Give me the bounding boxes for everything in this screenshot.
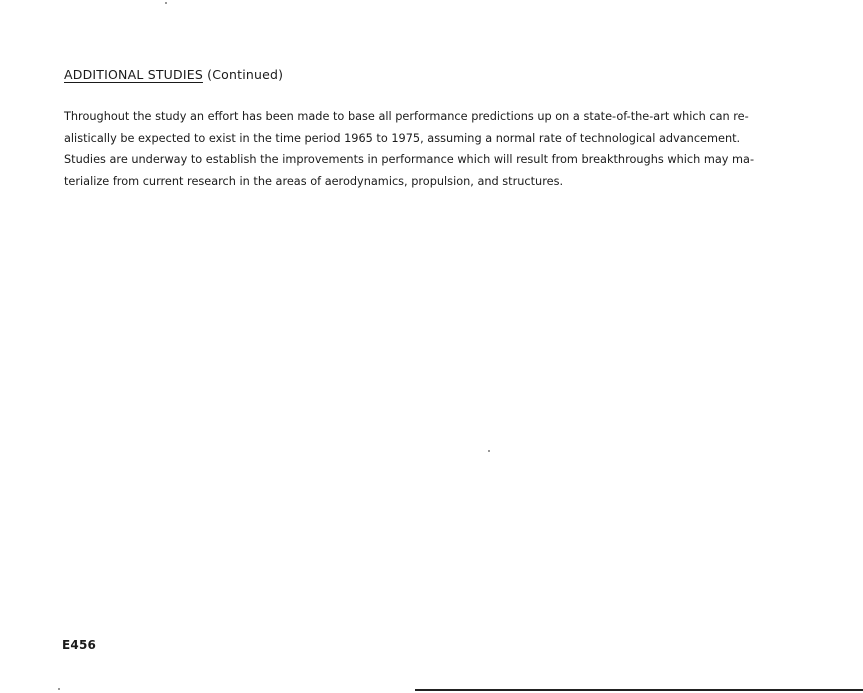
scan-speck bbox=[488, 450, 490, 452]
paragraph-line: Throughout the study an effort has been made to base all performance predictions up on a state-of-the-art which can re- bbox=[64, 110, 749, 123]
paragraph-line: alistically be expected to exist in the time period 1965 to 1975, assuming a normal rate of technological advancement. bbox=[64, 131, 741, 145]
section-heading bbox=[64, 67, 283, 82]
body-paragraph bbox=[64, 106, 764, 192]
scan-speck bbox=[58, 688, 60, 690]
page-number: E456 bbox=[62, 638, 97, 652]
section-title-suffix: (Continued) bbox=[207, 67, 284, 82]
paragraph-line: Studies are underway to establish the improvements in performance which will result from breakthroughs which may ma- bbox=[64, 153, 755, 166]
paragraph-line: terialize from current research in the areas of aerodynamics, propulsion, and structures. bbox=[64, 174, 564, 188]
scan-speck bbox=[165, 2, 167, 4]
bottom-rule bbox=[415, 689, 863, 691]
section-title: ADDITIONAL STUDIES bbox=[64, 67, 203, 82]
